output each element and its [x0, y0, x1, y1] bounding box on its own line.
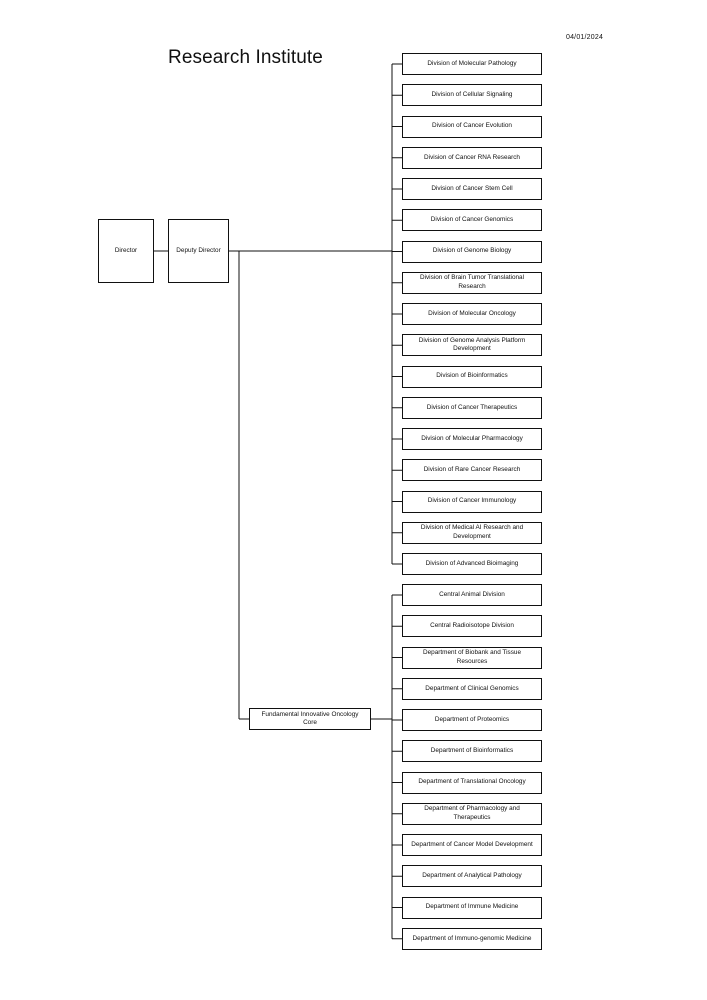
division-box: Division of Cellular Signaling [402, 84, 542, 106]
division-box: Division of Cancer Evolution [402, 116, 542, 138]
core-unit-box: Department of Cancer Model Development [402, 834, 542, 856]
director-box: Director [98, 219, 154, 283]
division-box: Division of Brain Tumor Translational Research [402, 272, 542, 294]
core-unit-box: Department of Proteomics [402, 709, 542, 731]
core-unit-box: Department of Pharmacology and Therapeutics [402, 803, 542, 825]
deputy-director-box: Deputy Director [168, 219, 229, 283]
division-box: Division of Cancer Immunology [402, 491, 542, 513]
core-unit-box: Department of Immuno-genomic Medicine [402, 928, 542, 950]
division-box: Division of Rare Cancer Research [402, 459, 542, 481]
chart-title: Research Institute [168, 47, 323, 68]
core-unit-box: Department of Translational Oncology [402, 772, 542, 794]
core-unit-box: Department of Immune Medicine [402, 897, 542, 919]
date-label: 04/01/2024 [566, 34, 604, 41]
core-unit-box: Central Animal Division [402, 584, 542, 606]
division-box: Division of Cancer RNA Research [402, 147, 542, 169]
core-unit-box: Central Radioisotope Division [402, 615, 542, 637]
division-box: Division of Genome Biology [402, 241, 542, 263]
division-box: Division of Advanced Bioimaging [402, 553, 542, 575]
core-unit-box: Department of Analytical Pathology [402, 865, 542, 887]
division-box: Division of Genome Analysis Platform Development [402, 334, 542, 356]
division-box: Division of Molecular Pathology [402, 53, 542, 75]
division-box: Division of Bioinformatics [402, 366, 542, 388]
core-unit-box: Department of Biobank and Tissue Resources [402, 647, 542, 669]
division-box: Division of Molecular Oncology [402, 303, 542, 325]
division-box: Division of Medical AI Research and Development [402, 522, 542, 544]
core-box: Fundamental Innovative Oncology Core [249, 708, 371, 730]
division-box: Division of Cancer Stem Cell [402, 178, 542, 200]
division-box: Division of Molecular Pharmacology [402, 428, 542, 450]
core-unit-box: Department of Clinical Genomics [402, 678, 542, 700]
core-unit-box: Department of Bioinformatics [402, 740, 542, 762]
division-box: Division of Cancer Therapeutics [402, 397, 542, 419]
division-box: Division of Cancer Genomics [402, 209, 542, 231]
